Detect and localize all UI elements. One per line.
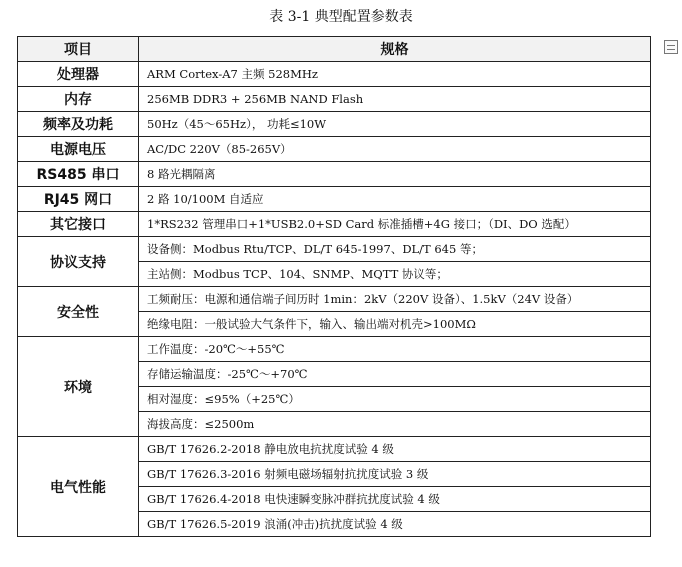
table-row: [18, 212, 651, 237]
table-row: [18, 187, 651, 212]
row-item-label: 电气性能: [18, 437, 139, 537]
row-item-label: 电源电压: [18, 137, 139, 162]
row-item-label: 其它接口: [18, 212, 139, 237]
row-spec-value: GB/T 17626.2-2018 静电放电抗扰度试验 4 级: [139, 437, 651, 462]
row-spec-value: 设备侧：Modbus Rtu/TCP、DL/T 645-1997、DL/T 645 等；: [139, 237, 651, 262]
row-spec-value: GB/T 17626.5-2019 浪涌(冲击)抗扰度试验 4 级: [139, 512, 651, 537]
row-item-label: 安全性: [18, 287, 139, 337]
row-spec-value: 256MB DDR3 + 256MB NAND Flash: [139, 87, 651, 112]
row-spec-value: 1*RS232 管理串口+1*USB2.0+SD Card 标准插槽+4G 接口；（DI、DO 选配）: [139, 212, 651, 237]
row-spec-value: GB/T 17626.4-2018 电快速瞬变脉冲群抗扰度试验 4 级: [139, 487, 651, 512]
table-row: [18, 87, 651, 112]
table-caption: 表 3-1 典型配置参数表: [269, 9, 413, 25]
row-item-label: 内存: [18, 87, 139, 112]
row-item-label: 处理器: [18, 62, 139, 87]
row-spec-value: 工作温度：-20℃～+55℃: [139, 337, 651, 362]
table-row: [18, 237, 651, 262]
row-spec-value: 8 路光耦隔离: [139, 162, 651, 187]
row-item-label: RJ45 网口: [18, 187, 139, 212]
row-spec-value: 绝缘电阻：一般试验大气条件下，输入、输出端对机壳>100MΩ: [139, 312, 651, 337]
row-item-label: 频率及功耗: [18, 112, 139, 137]
row-item-label: RS485 串口: [18, 162, 139, 187]
row-spec-value: 存储运输温度：-25℃～+70℃: [139, 362, 651, 387]
table-row: [18, 437, 651, 462]
row-item-label: 环境: [18, 337, 139, 437]
row-spec-value: 2 路 10/100M 自适应: [139, 187, 651, 212]
row-spec-value: GB/T 17626.3-2016 射频电磁场辐射抗扰度试验 3 级: [139, 462, 651, 487]
row-item-label: 协议支持: [18, 237, 139, 287]
row-spec-value: 海拔高度：≤2500m: [139, 412, 651, 437]
spec-table: [17, 36, 651, 537]
row-spec-value: ARM Cortex-A7 主频 528MHz: [139, 62, 651, 87]
table-row: [18, 137, 651, 162]
table-row: [18, 112, 651, 137]
row-spec-value: 50Hz（45～65Hz）， 功耗≤10W: [139, 112, 651, 137]
table-body: [18, 62, 651, 537]
row-spec-value: 主站侧：Modbus TCP、104、SNMP、MQTT 协议等；: [139, 262, 651, 287]
table-header-row: [18, 37, 651, 62]
header-item: 项目: [18, 37, 139, 62]
table-icon[interactable]: [664, 40, 678, 54]
row-spec-value: 相对湿度：≤95%（+25℃）: [139, 387, 651, 412]
table-row: [18, 62, 651, 87]
header-spec: 规格: [139, 37, 651, 62]
table-row: [18, 337, 651, 362]
row-spec-value: AC/DC 220V（85-265V）: [139, 137, 651, 162]
table-row: [18, 162, 651, 187]
row-spec-value: 工频耐压：电源和通信端子间历时 1min：2kV（220V 设备）、1.5kV（24V 设备）: [139, 287, 651, 312]
table-row: [18, 287, 651, 312]
